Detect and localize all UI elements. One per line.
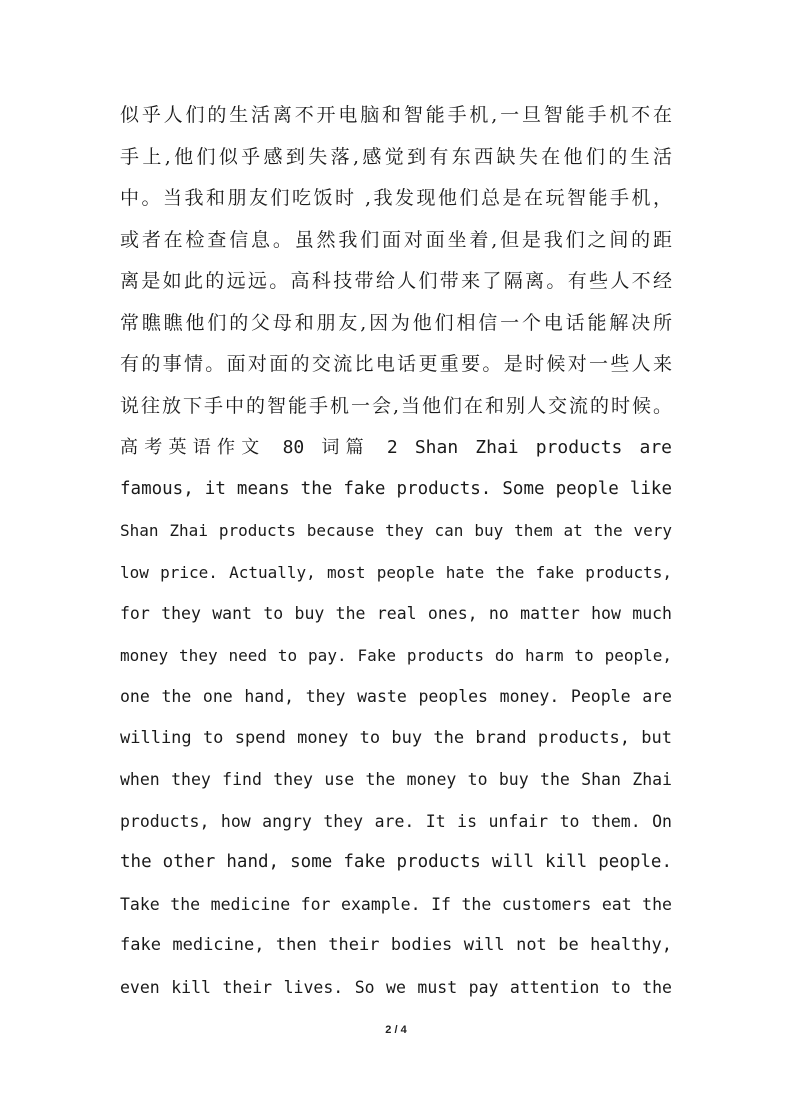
text-line: 高考英语作文 80 词篇 2 Shan Zhai products are <box>120 437 672 458</box>
text-line: when they find they use the money to buy the Shan Zhai <box>120 770 672 789</box>
text-line: willing to spend money to buy the brand products, but <box>120 727 672 748</box>
text-line: one the one hand, they waste peoples money. People are <box>120 687 672 706</box>
text-line: 说往放下手中的智能手机一会,当他们在和别人交流的时候。 <box>120 394 672 417</box>
text-line: 有的事情。面对面的交流比电话更重要。是时候对一些人来 <box>120 353 672 375</box>
text-line: the other hand, some fake products will kill people. <box>120 852 672 872</box>
text-line: fake medicine, then their bodies will not be healthy, <box>120 935 672 955</box>
body-text <box>120 95 672 1008</box>
text-line: famous, it means the fake products. Some people like <box>120 478 672 499</box>
text-line: money they need to pay. Fake products do harm to people, <box>120 645 672 665</box>
text-line: 手上,他们似乎感到失落,感觉到有东西缺失在他们的生活 <box>120 145 672 168</box>
text-line: even kill their lives. So we must pay attention to the <box>120 977 672 997</box>
text-line: Shan Zhai products because they can buy them at the very <box>120 521 672 540</box>
text-line: Take the medicine for example. If the customers eat the <box>120 894 672 914</box>
text-line: for they want to buy the real ones, no matter how much <box>120 604 672 623</box>
text-line: 或者在检查信息。虽然我们面对面坐着,但是我们之间的距 <box>120 228 672 251</box>
text-line: low price. Actually, most people hate the fake products, <box>120 562 672 582</box>
text-line: 常瞧瞧他们的父母和朋友,因为他们相信一个电话能解决所 <box>120 311 672 334</box>
text-line: products, how angry they are. It is unfair to them. On <box>120 811 672 831</box>
text-line: 中。当我和朋友们吃饭时 ,我发现他们总是在玩智能手机， <box>120 187 672 209</box>
text-line: 似乎人们的生活离不开电脑和智能手机,一旦智能手机不在 <box>120 104 672 126</box>
text-line: 离是如此的远远。高科技带给人们带来了隔离。有些人不经 <box>120 270 672 292</box>
page-number: 2 / 4 <box>385 1024 407 1036</box>
